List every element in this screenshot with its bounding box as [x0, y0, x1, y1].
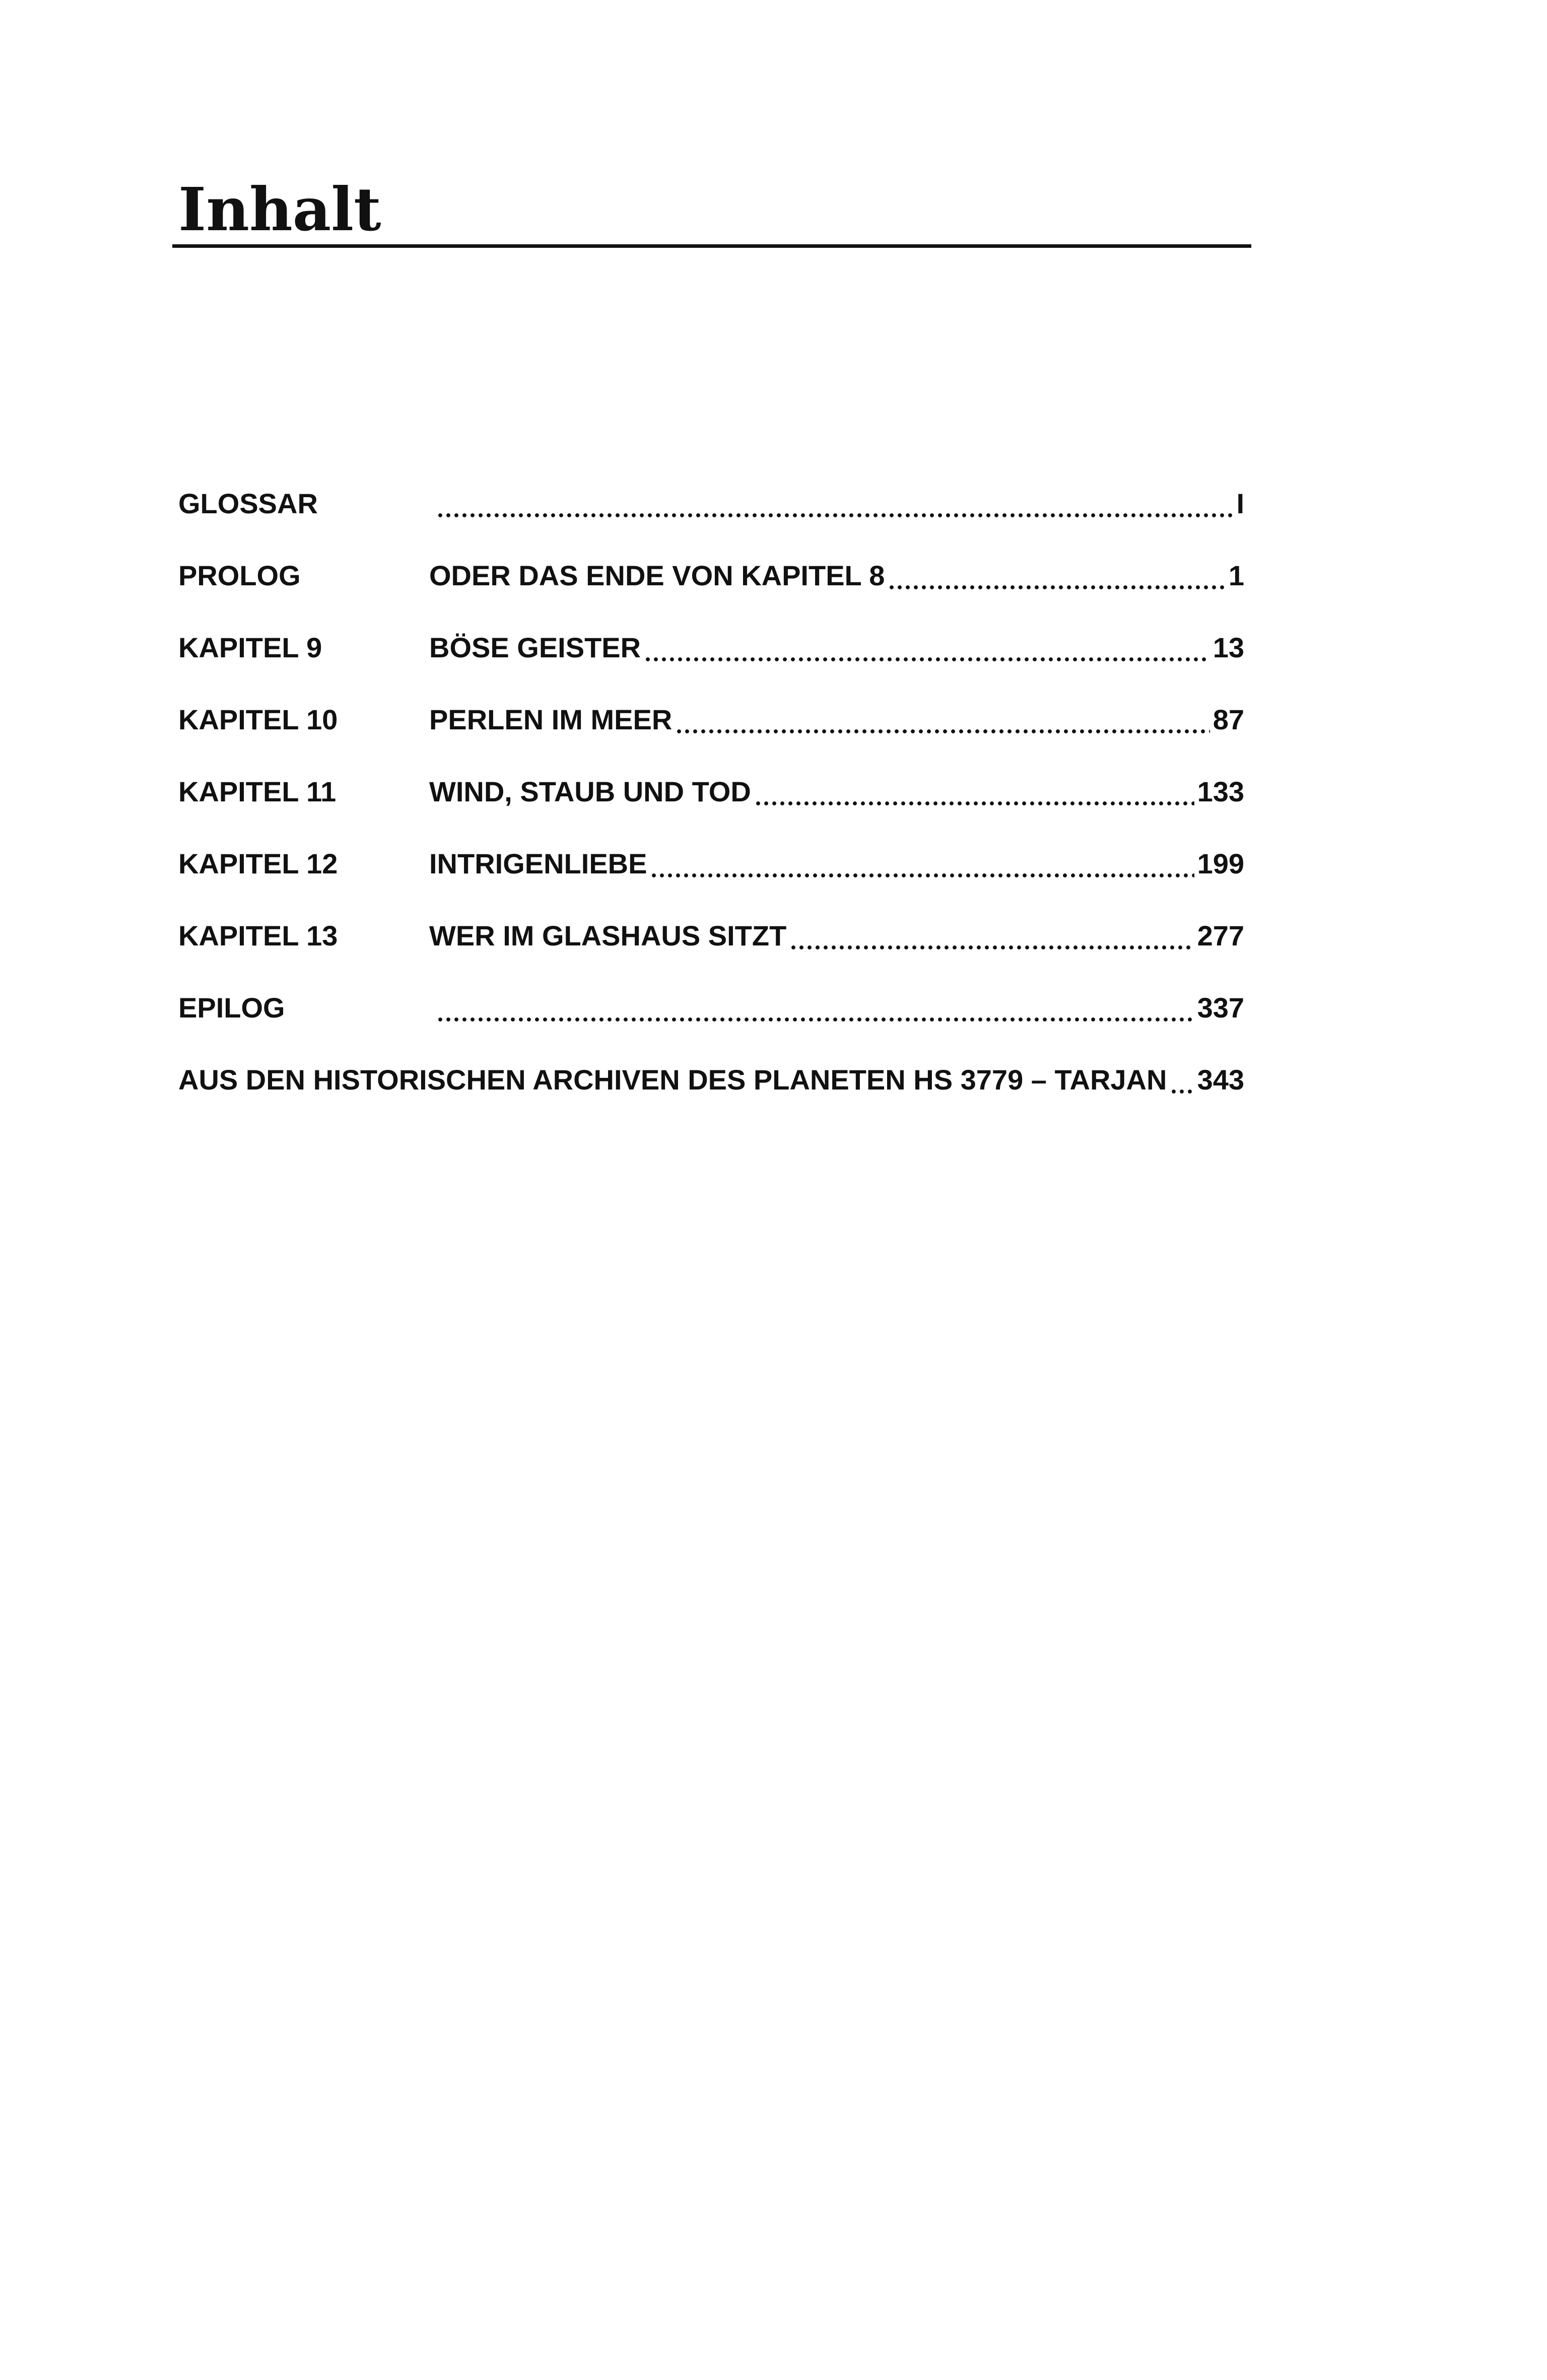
toc-entry-body: [429, 486, 1244, 521]
dot-leader: [650, 846, 1194, 881]
toc-entry-title: WER IM GLASHAUS SITZT: [429, 920, 787, 951]
toc-entry-page: 133: [1197, 776, 1244, 807]
toc-entry-body: [429, 558, 1244, 593]
title-underline: [172, 244, 1251, 248]
toc-entry-page: 343: [1197, 1064, 1244, 1096]
toc-entry-page: I: [1236, 488, 1244, 519]
toc-entry-page: 13: [1213, 632, 1244, 663]
toc-entry-body: [429, 846, 1244, 881]
dot-leader: [888, 558, 1225, 593]
toc-entry-label: PROLOG: [178, 560, 301, 591]
toc-entry-label: KAPITEL 13: [178, 920, 338, 951]
toc-entry-body: [178, 1062, 1244, 1098]
toc-entry-label: EPILOG: [178, 992, 285, 1024]
dot-leader: [436, 486, 1233, 521]
toc-entry-label: KAPITEL 9: [178, 632, 322, 663]
toc-entry-page: 87: [1213, 704, 1244, 735]
toc-entry-title: INTRIGENLIEBE: [429, 848, 647, 879]
toc-entry-body: [429, 630, 1244, 665]
toc-entry-kapitel-11[interactable]: [178, 774, 1244, 846]
toc-entry-epilog[interactable]: [178, 990, 1244, 1062]
page-title: Inhalt: [178, 174, 381, 244]
toc-entry-page: 199: [1197, 848, 1244, 879]
toc-entry-prolog[interactable]: [178, 558, 1244, 630]
toc-entry-kapitel-10[interactable]: [178, 702, 1244, 774]
dot-leader: [436, 990, 1194, 1026]
toc-entry-title: ODER DAS ENDE VON KAPITEL 8: [429, 560, 885, 591]
toc-entry-title: WIND, STAUB UND TOD: [429, 776, 751, 807]
toc-entry-label: KAPITEL 10: [178, 704, 338, 735]
toc-entry-page: 277: [1197, 920, 1244, 951]
table-of-contents: [178, 486, 1244, 1134]
toc-entry-body: [429, 774, 1244, 809]
toc-entry-kapitel-13[interactable]: [178, 918, 1244, 990]
dot-leader: [754, 774, 1194, 809]
toc-entry-archiv[interactable]: [178, 1062, 1244, 1134]
dot-leader: [1170, 1062, 1194, 1098]
toc-entry-label: KAPITEL 12: [178, 848, 338, 879]
toc-entry-body: [429, 702, 1244, 737]
toc-entry-label: KAPITEL 11: [178, 776, 337, 807]
toc-entry-glossar[interactable]: [178, 486, 1244, 558]
toc-entry-body: [429, 990, 1244, 1026]
toc-entry-page: 337: [1197, 992, 1244, 1024]
toc-entry-title: BÖSE GEISTER: [429, 632, 641, 663]
toc-entry-kapitel-9[interactable]: [178, 630, 1244, 702]
toc-entry-title: AUS DEN HISTORISCHEN ARCHIVEN DES PLANETEN HS 3779 – TARJAN: [178, 1064, 1167, 1096]
dot-leader: [644, 630, 1210, 665]
toc-entry-page: 1: [1228, 560, 1244, 591]
dot-leader: [675, 702, 1209, 737]
toc-entry-kapitel-12[interactable]: [178, 846, 1244, 918]
toc-entry-title: PERLEN IM MEER: [429, 704, 672, 735]
toc-entry-body: [429, 918, 1244, 954]
dot-leader: [789, 918, 1194, 954]
toc-entry-label: GLOSSAR: [178, 488, 318, 519]
